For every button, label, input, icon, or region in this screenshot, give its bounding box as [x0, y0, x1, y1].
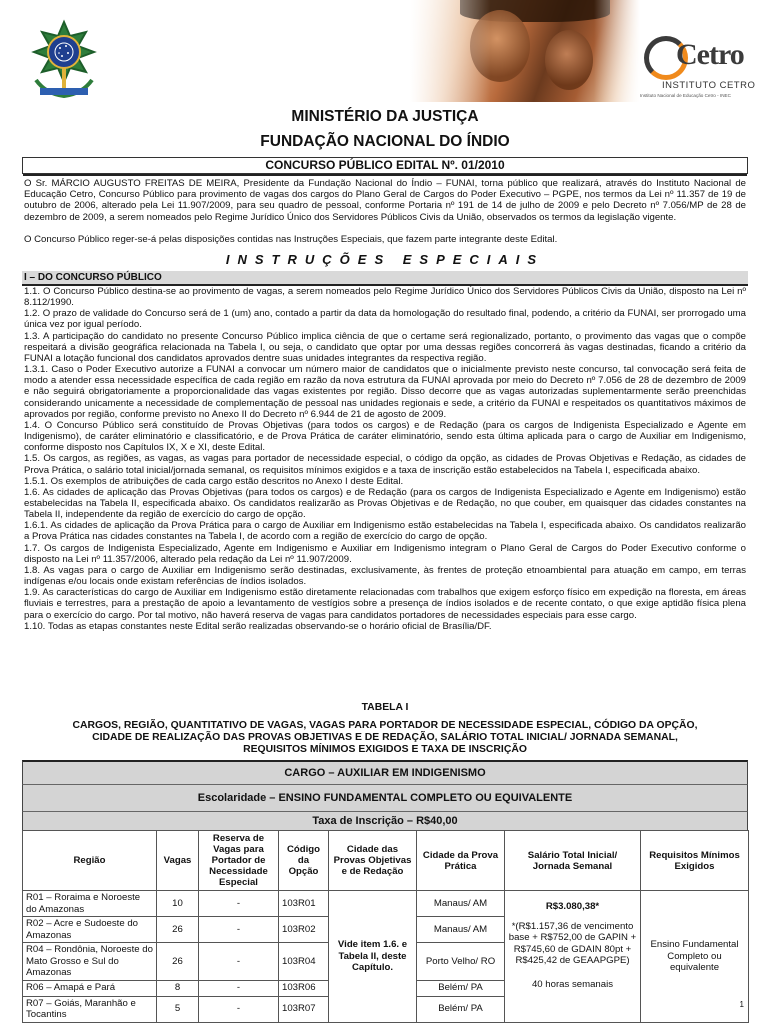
table-caption-line-2: CIDADE DE REALIZAÇÃO DAS PROVAS OBJETIVAS E DE REDAÇÃO, SALÁRIO TOTAL INICIAL/ JORNADA SEMANAL, [92, 732, 678, 743]
row-reserva: - [199, 891, 279, 917]
row-vagas: 8 [157, 980, 199, 996]
header-codigo: Código da Opção [279, 831, 329, 891]
table-i [22, 732, 748, 1023]
page-number: 1 [739, 1000, 744, 1009]
header-cidades: Cidade das Provas Objetivas e de Redação [329, 831, 417, 891]
item-1-6: 1.6. As cidades de aplicação das Provas Objetivas (para todos os cargos) e de Redação (para os cargos de Indigenista Especializado e Agente em Indigenismo) estão estabelecidas na Tabela II, especificada abaixo. Os candidatos realizarão as Provas Objetivas e de Redação, no que couber, em quaisquer das cidades constantes na Tabela II, independente da região de exercício do cargo de opção. [24, 486, 746, 521]
row-vagas: 26 [157, 917, 199, 943]
header-salario: Salário Total Inicial/ Jornada Semanal [505, 831, 641, 891]
logo-brand: Cetro [676, 38, 744, 71]
vagas-table [22, 830, 749, 1023]
table-caption-line-3: REQUISITOS MÍNIMOS EXIGIDOS E TAXA DE INSCRIÇÃO [243, 744, 527, 755]
item-1-9: 1.9. As características do cargo de Auxiliar em Indigenismo estão diretamente relacionadas com trabalhos que exigem esforço físico em expedição na floresta, em áreas fluviais e terrestres, para a prestação de apoio a levantamento de vestígios sobre a presença de índios isolados e de recente contato, o que exige aptidão física plena para o exercício do cargo. Por tal motivo, não haverá reserva de vagas para candidatos portadores de necessidades especiais para esse cargo. [24, 587, 746, 621]
item-1-5: 1.5. Os cargos, as regiões, as vagas, as vagas para portador de necessidade especial, o código da opção, as cidades de Provas Objetivas e Redação, as cidades de Prova Prática, o salário total inicial/jornada semanal, os requisitos mínimos exigidos e a taxa de inscrição estão estabelecidos na Tabela I, especificada abaixo. [24, 453, 746, 476]
row-regiao: R04 – Rondônia, Noroeste do Mato Grosso e Sul do Amazonas [23, 943, 157, 981]
row-codigo: 103R04 [279, 943, 329, 981]
foundation-title: FUNDAÇÃO NACIONAL DO ÍNDIO [260, 133, 510, 150]
row-regiao: R02 – Acre e Sudoeste do Amazonas [23, 917, 157, 943]
row-pratica: Belém/ PA [417, 980, 505, 996]
row-reserva: - [199, 943, 279, 981]
logo-name: INSTITUTO CETRO [662, 80, 756, 91]
header-requisitos: Requisitos Mínimos Exigidos [641, 831, 749, 891]
row-pratica: Manaus/ AM [417, 917, 505, 943]
jornada: 40 horas semanais [531, 978, 614, 990]
row-pratica: Porto Velho/ RO [417, 943, 505, 981]
section-body [24, 286, 746, 632]
row-codigo: 103R02 [279, 917, 329, 943]
row-codigo: 103R07 [279, 996, 329, 1022]
row-vagas: 5 [157, 996, 199, 1022]
row-regiao: R07 – Goiás, Maranhão e Tocantins [23, 996, 157, 1022]
item-1-10: 1.10. Todas as etapas constantes neste Edital serão realizadas observando-se o horário oficial de Brasília/DF. [24, 620, 492, 632]
salario-value: R$3.080,38* [545, 901, 600, 912]
item-1-2: 1.2. O prazo de validade do Concurso será de 1 (um) ano, contado a partir da data da homologação do resultado final, podendo, a critério da FUNAI, ser prorrogado uma única vez por igual período. [24, 308, 746, 331]
table-caption-line-1: CARGOS, REGIÃO, QUANTITATIVO DE VAGAS, VAGAS PARA PORTADOR DE NECESSIDADE ESPECIAL, CÓDIGO DA OPÇÃO, [72, 720, 698, 731]
edital-title: CONCURSO PÚBLICO EDITAL Nº. 01/2010 [22, 157, 748, 174]
cetro-logo [640, 28, 758, 106]
table-label: TABELA I [361, 702, 409, 713]
header-photo [410, 0, 640, 102]
row-reserva: - [199, 917, 279, 943]
cargo-band: CARGO – AUXILIAR EM INDIGENISMO [22, 760, 748, 784]
row-regiao: R01 – Roraima e Noroeste do Amazonas [23, 891, 157, 917]
taxa-band: Taxa de Inscrição – R$40,00 [22, 811, 748, 830]
table-row [23, 891, 749, 917]
requisitos-cell: Ensino Fundamental Completo ou equivalente [641, 891, 749, 1023]
row-reserva: - [199, 996, 279, 1022]
row-vagas: 10 [157, 891, 199, 917]
item-1-8: 1.8. As vagas para o cargo de Auxiliar em Indigenismo serão destinadas, exclusivamente, às frentes de proteção etnoambiental para atuação em campo, em terras indígenas e/ou locais onde existam referências de índios isolados. [24, 564, 746, 588]
header-vagas: Vagas [157, 831, 199, 891]
item-1-1: 1.1. O Concurso Público destina-se ao provimento de vagas, a serem nomeados pelo Regime Jurídico Único dos Servidores Públicos Civis da União, disposto na Lei nº 8.112/1990. [24, 286, 746, 309]
item-1-5-1: 1.5.1. Os exemplos de atribuições de cada cargo estão descritos no Anexo I deste Edital. [24, 475, 404, 487]
section-title: I – DO CONCURSO PÚBLICO [22, 271, 748, 284]
salario-cell [505, 891, 641, 1023]
item-1-6-1: 1.6.1. As cidades de aplicação da Prova Prática para o cargo de Auxiliar em Indigenismo estão estabelecidas na Tabela I, especificada abaixo. Os candidatos realizarão a Prova Prática nas cidades constantes na Tabela I, de acordo com a região de exercício do cargo de opção. [24, 520, 746, 543]
header-pratica: Cidade da Prova Prática [417, 831, 505, 891]
item-1-3-1: 1.3.1. Caso o Poder Executivo autorize a FUNAI a convocar um número maior de candidatos que o inicialmente previsto neste concurso, tal convocação será feita de modo a atender essa necessidade específica de cada região em razão da nova estrutura da FUNAI aprovada por meio do Decreto nº 7.056 de 28 de dezembro de 2009 e não seguirá obrigatoriamente a proporcionalidade das vagas existentes por região. Disso decorre que as vagas autorizadas suplementarmente serão preenchidas considerando unicamente a necessidade de complementação de pessoal nas unidades regionais e sede, a critério da FUNAI e respeitados os quantitativos máximos de aprovados por região, conforme previsto no Anexo II do Decreto nº 6.944 de 21 de agosto de 2009. [24, 364, 746, 420]
intro-paragraph: O Sr. MÁRCIO AUGUSTO FREITAS DE MEIRA, Presidente da Fundação Nacional do Índio – FUNAI, torna público que realizará, através do Instituto Nacional de Educação Cetro, Concurso Público para provimento de vagas dos cargos do Plano Geral de Cargos do Poder Executivo – PGPE, nos termos da Lei nº 11.357 de 19 de outubro de 2006, alterado pela Lei 11.907/2009, para seu quadro de pessoal, conforme Portaria nº 191 de 14 de julho de 2009 e pelo Decreto nº 7.056/MP de 28 de dezembro de 2009, a serem nomeados pelo Regime Jurídico Único dos Servidores Públicos Civis da União, observados os termos da legislação vigente. [24, 178, 746, 223]
item-1-3: 1.3. A participação do candidato no presente Concurso Público implica ciência de que o certame será regionalizado, portanto, o provimento das vagas que o compõe respeitará a divisão geográfica relacionada na Tabela I, ou seja, o candidato que optar por uma dessas regiões concorrerá às vagas destinadas, ficando a critério da FUNAI a lotação funcional dos candidatos aprovados dentre suas unidades integrantes da respectiva região. [24, 330, 746, 364]
row-vagas: 26 [157, 943, 199, 981]
row-codigo: 103R06 [279, 980, 329, 996]
row-pratica: Manaus/ AM [417, 891, 505, 917]
instructions-title: INSTRUÇÕES ESPECIAIS [225, 252, 545, 267]
coat-of-arms-icon [26, 18, 102, 102]
header-reserva: Reserva de Vagas para Portador de Necessidade Especial [199, 831, 279, 891]
intro-paragraph-2: O Concurso Público reger-se-á pelas disposições contidas nas Instruções Especiais, que fazem parte integrante deste Edital. [24, 234, 558, 245]
row-regiao: R06 – Amapá e Pará [23, 980, 157, 996]
row-codigo: 103R01 [279, 891, 329, 917]
item-1-4: 1.4. O Concurso Público será constituído de Provas Objetivas (para todos os cargos) e de Redação (para os cargos de Indigenista Especializado e Agente em Indigenismo), de caráter eliminatório e classificatório, e de Prova Prática de caráter eliminatório, sendo esta última aplicada para o cargo de Auxiliar em Indigenismo, conforme disposto nos Capítulos IX, X e XI, deste Edital. [24, 419, 746, 454]
item-1-7: 1.7. Os cargos de Indigenista Especializado, Agente em Indigenismo e Auxiliar em Indigenismo integram o Plano Geral de Cargos do Poder Executivo conforme o disposto na Lei nº 11.357/2006, alterado pela redação da Lei nº 11.907/2009. [24, 542, 746, 565]
header-regiao: Região [23, 831, 157, 891]
salario-detail: *(R$1.157,36 de vencimento base + R$752,00 de GAPIN + R$745,60 de GDAIN 80pt + R$425,42 de GEAAPGPE) [508, 920, 637, 966]
escolaridade-band: Escolaridade – ENSINO FUNDAMENTAL COMPLETO OU EQUIVALENTE [22, 784, 748, 811]
logo-subtitle: Instituto Nacional de Educação Cetro - INEC [640, 93, 731, 98]
ministry-title: MINISTÉRIO DA JUSTIÇA [291, 108, 479, 125]
row-pratica: Belém/ PA [417, 996, 505, 1022]
cidades-merged: Vide item 1.6. e Tabela II, deste Capítulo. [329, 891, 417, 1023]
row-reserva: - [199, 980, 279, 996]
